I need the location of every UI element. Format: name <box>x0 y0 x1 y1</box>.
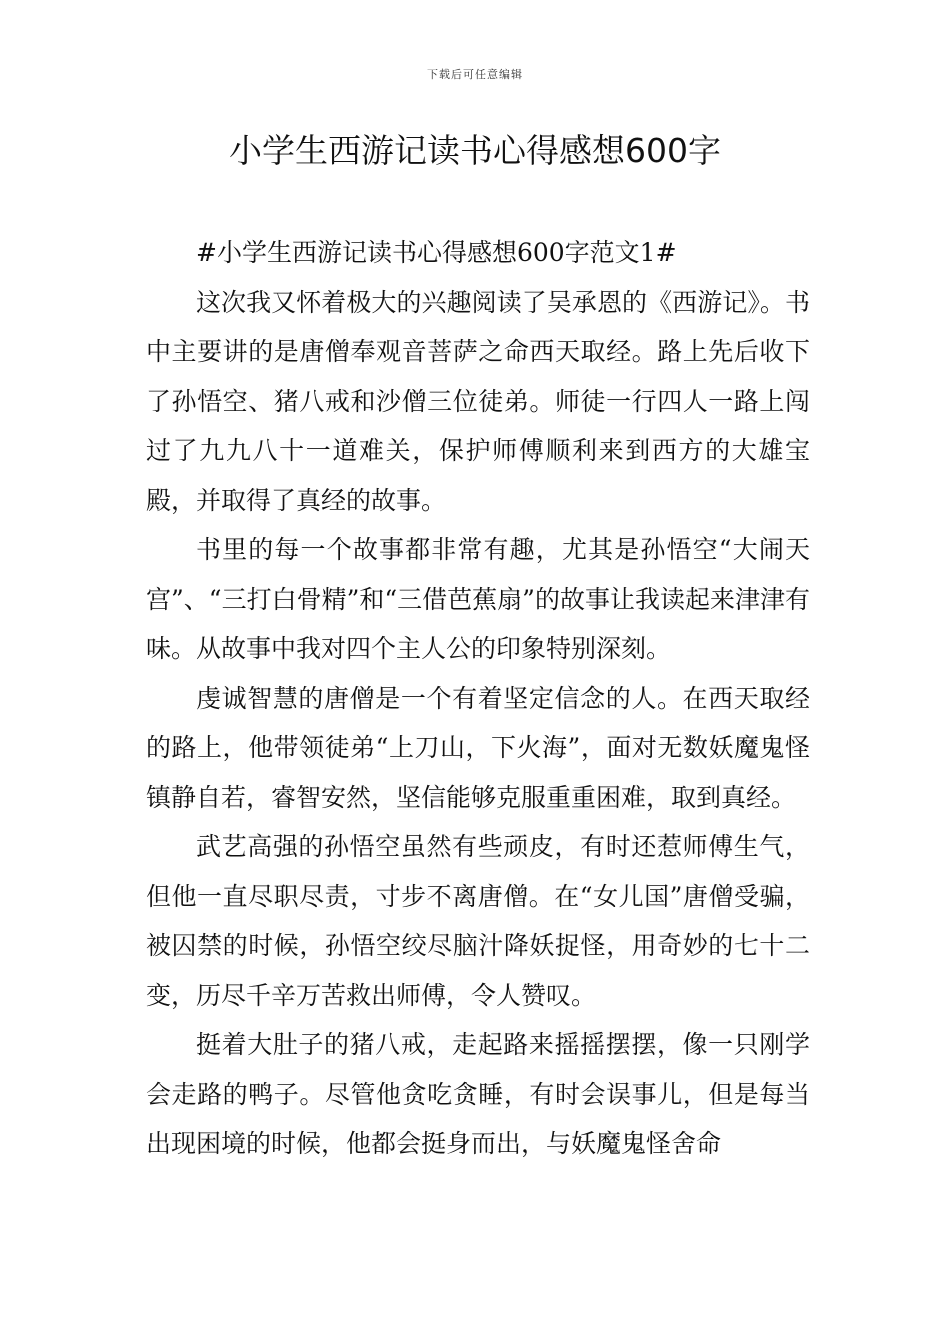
paragraph: 虔诚智慧的唐僧是一个有着坚定信念的人。在西天取经的路上，他带领徒弟“上刀山，下火海”，面对无数妖魔鬼怪镇静自若，睿智安然，坚信能够克服重重困难，取到真经。 <box>146 683 810 812</box>
paragraph: 挺着大肚子的猪八戒，走起路来摇摇摆摆，像一只刚学会走路的鸭子。尽管他贪吃贪睡，有时会误事儿，但是每当出现困境的时候，他都会挺身而出，与妖魔鬼怪舍命 <box>146 1030 810 1158</box>
document-title: 小学生西游记读书心得感想600字 <box>229 131 721 170</box>
paragraph: 武艺高强的孙悟空虽然有些顽皮，有时还惹师傅生气，但他一直尽职尽责，寸步不离唐僧。在“女儿国”唐僧受骗，被囚禁的时候，孙悟空绞尽脑汁降妖捉怪，用奇妙的七十二变，历尽千辛万苦救出师傅，令人赞叹。 <box>146 832 810 1010</box>
section-heading: #小学生西游记读书心得感想600字范文1# <box>196 238 677 267</box>
paragraph: 书里的每一个故事都非常有趣，尤其是孙悟空“大闹天宫”、“三打白骨精”和“三借芭蕉扇”的故事让我读起来津津有味。从故事中我对四个主人公的印象特别深刻。 <box>146 535 810 663</box>
document-body <box>146 228 810 1169</box>
paragraph: 这次我又怀着极大的兴趣阅读了吴承恩的《西游记》。书中主要讲的是唐僧奉观音菩萨之命西天取经。路上先后收下了孙悟空、猪八戒和沙僧三位徒弟。师徒一行四人一路上闯过了九九八十一道难关，保护师傅顺利来到西方的大雄宝殿，并取得了真经的故事。 <box>146 287 810 515</box>
header-note: 下载后可任意编辑 <box>427 68 523 81</box>
